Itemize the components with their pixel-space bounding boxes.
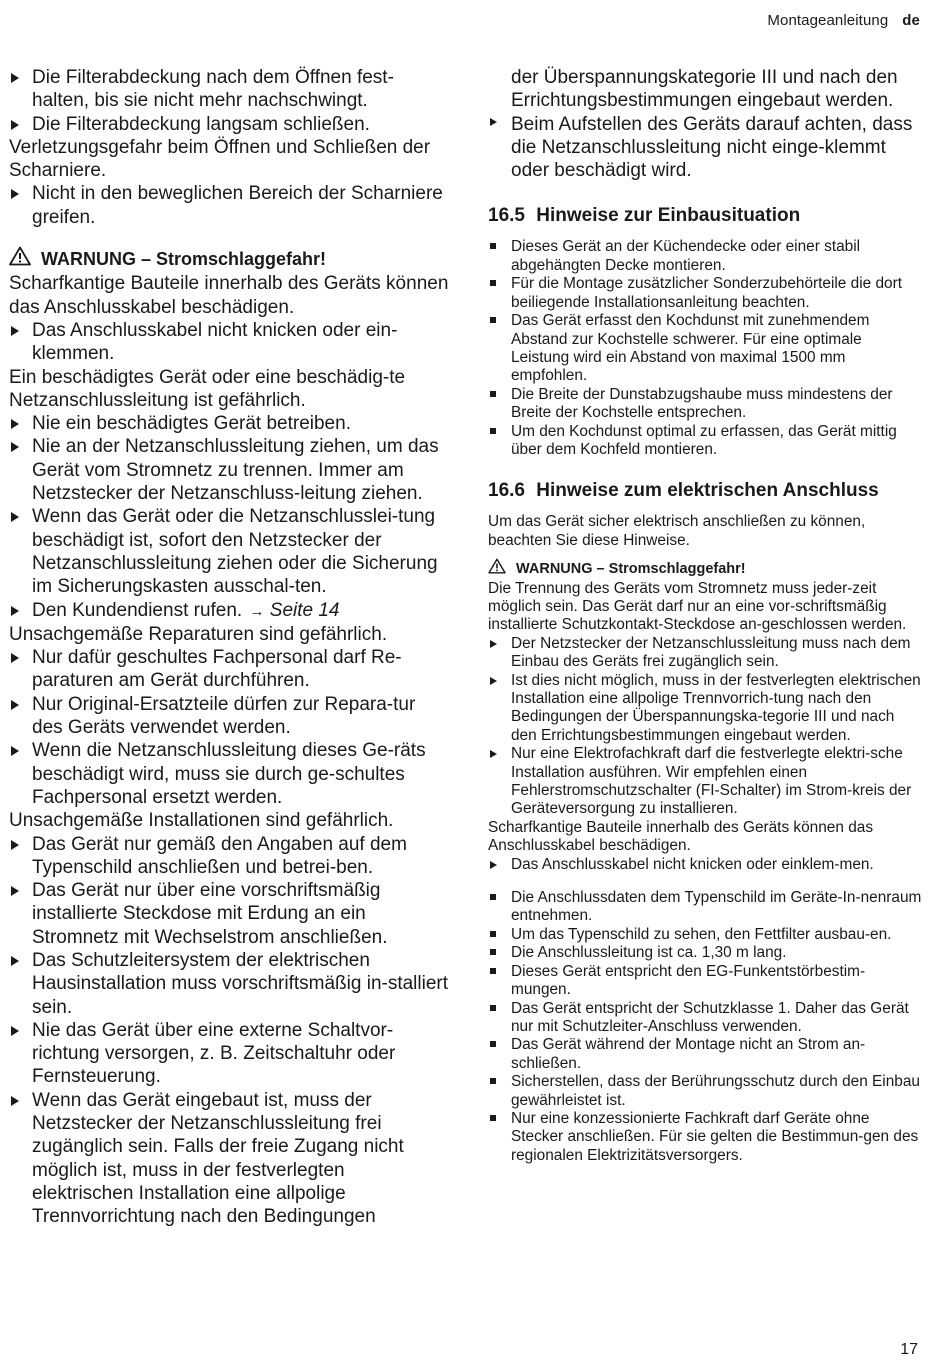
instruction-item: Das Schutzleitersystem der elektrischen Hausinstallation muss vorschriftsmäßig in-stalliert sein.: [9, 949, 449, 1019]
section-heading-16-6: [488, 479, 922, 503]
list-item: Nur eine konzessionierte Fachkraft darf Geräte ohne Stecker anschließen. Für sie gelten die Bestimmun-gen des regionalen Elektrizitätsversorgers.: [488, 1110, 922, 1165]
hazard-text: Scharfkantige Bauteile innerhalb des Geräts können das Anschlusskabel beschädigen.: [9, 273, 449, 318]
warning-heading: [9, 246, 449, 272]
header-language: de: [902, 12, 920, 29]
instruction-item: Nie das Gerät über eine externe Schaltvor-richtung versorgen, z. B. Zeitschaltuhr oder Fernsteuerung.: [9, 1019, 449, 1089]
hazard-text: Verletzungsgefahr beim Öffnen und Schließen der Scharniere.: [9, 136, 431, 182]
warning-triangle-icon: [9, 246, 31, 272]
page-number: 17: [900, 1341, 918, 1358]
warning-label: WARNUNG – Stromschlaggefahr!: [41, 248, 327, 269]
list-item: Die Anschlussdaten dem Typenschild im Geräte-In-nenraum entnehmen.: [488, 889, 922, 926]
right-column: [488, 66, 922, 1165]
left-column: [9, 66, 449, 1229]
list-item: Das Gerät während der Montage nicht an Strom an-schließen.: [488, 1036, 922, 1073]
instruction-item: Beim Aufstellen des Geräts darauf achten, dass die Netzanschlussleitung nicht einge-klemmt oder beschädigt wird.: [488, 113, 922, 183]
section-number: 16.5: [488, 205, 525, 227]
section-title: Hinweise zur Einbausituation: [536, 205, 801, 227]
instruction-item: Nur eine Elektrofachkraft darf die festverlegte elektri-sche Installation ausführen. Wir empfehlen einen Fehlerstromschutzschalter (FI-Schalter) im Strom-kreis der Geräteversorgung zu installieren.: [488, 745, 922, 819]
list-item: Das Gerät erfasst den Kochdunst mit zunehmendem Abstand zur Kochstelle schwerer. Für eine optimale Leistung wird ein Abstand von maximal 1500 mm empfohlen.: [488, 312, 922, 386]
page-reference-arrow-icon: →: [249, 602, 265, 620]
page-reference-link[interactable]: Seite 14: [269, 599, 340, 621]
list-item: Um den Kochdunst optimal zu erfassen, das Gerät mittig über dem Kochfeld montieren.: [488, 423, 922, 460]
section-title: Hinweise zum elektrischen Anschluss: [536, 480, 879, 502]
warning-heading: [488, 558, 922, 579]
instruction-item: Der Netzstecker der Netzanschlussleitung muss nach dem Einbau des Geräts frei zugänglich sein.: [488, 635, 922, 672]
instruction-item: Die Filterabdeckung langsam schließen.: [9, 113, 449, 136]
list-item: Die Breite der Dunstabzugshaube muss mindestens der Breite der Kochstelle entsprechen.: [488, 386, 922, 423]
continued-text: der Überspannungskategorie III und nach den Errichtungsbestimmungen eingebaut werden.: [511, 67, 898, 112]
hazard-text: Ein beschädigtes Gerät oder eine beschädig-te Netzanschlussleitung ist gefährlich.: [9, 366, 406, 411]
hazard-text: Die Trennung des Geräts vom Stromnetz muss jeder-zeit möglich sein. Das Gerät darf nur an eine vor-schriftsmäßig installierte Schutzkontakt-Steckdose an-geschlossen werden.: [488, 579, 907, 634]
warning-label: WARNUNG – Stromschlaggefahr!: [516, 560, 746, 577]
running-header: [767, 12, 920, 29]
instruction-item: Nicht in den beweglichen Bereich der Scharniere greifen.: [9, 182, 449, 229]
instruction-item: Nie ein beschädigtes Gerät betreiben.: [9, 412, 449, 435]
service-text: Den Kundendienst rufen.: [32, 599, 243, 621]
instruction-item: Nie an der Netzanschlussleitung ziehen, um das Gerät vom Stromnetz zu trennen. Immer am Netzstecker der Netzanschluss-leitung ziehen.: [9, 435, 449, 505]
instruction-item: [9, 599, 449, 623]
list-item: Für die Montage zusätzlicher Sonderzubehörteile die dort beiliegende Installationsanleitung beachten.: [488, 275, 922, 312]
instruction-item: Nur Original-Ersatzteile dürfen zur Repara-tur des Geräts verwendet werden.: [9, 693, 449, 740]
list-item: Um das Typenschild zu sehen, den Fettfilter ausbau-en.: [488, 926, 922, 944]
instruction-item: Wenn die Netzanschlussleitung dieses Ge-räts beschädigt wird, muss sie durch ge-schultes Fachpersonal ersetzt werden.: [9, 739, 449, 809]
list-item: Die Anschlussleitung ist ca. 1,30 m lang.: [488, 944, 922, 962]
instruction-item: Wenn das Gerät eingebaut ist, muss der Netzstecker der Netzanschlussleitung frei zugänglich sein. Falls der freie Zugang nicht möglich ist, muss in der festverlegten elektrischen Installation eine allpolige Trennvorrichtung nach den Bedingungen: [9, 1089, 449, 1229]
hazard-text: Unsachgemäße Installationen sind gefährlich.: [9, 810, 394, 832]
hazard-text: Scharfkantige Bauteile innerhalb des Geräts können das Anschlusskabel beschädigen.: [488, 818, 874, 855]
header-doc-title: Montageanleitung: [767, 12, 889, 29]
section-intro: Um das Gerät sicher elektrisch anschließen zu können, beachten Sie diese Hinweise.: [488, 513, 866, 549]
list-item: Sicherstellen, dass der Berührungsschutz durch den Einbau gewährleistet ist.: [488, 1073, 922, 1110]
instruction-item: Das Anschlusskabel nicht knicken oder einklem-men.: [488, 856, 922, 874]
list-item: Dieses Gerät an der Küchendecke oder einer stabil abgehängten Decke montieren.: [488, 238, 922, 275]
instruction-item: Die Filterabdeckung nach dem Öffnen fest-halten, bis sie nicht mehr nachschwingt.: [9, 66, 449, 113]
list-item: Das Gerät entspricht der Schutzklasse 1. Daher das Gerät nur mit Schutzleiter-Anschluss verwenden.: [488, 1000, 922, 1037]
instruction-item: Ist dies nicht möglich, muss in der festverlegten elektrischen Installation eine allpolige Trennvorrich-tung nach den Bedingungen der Überspannungska-tegorie III und nach den Errichtungsbestimmungen eingebaut werden.: [488, 672, 922, 746]
instruction-item: Das Gerät nur über eine vorschriftsmäßig installierte Steckdose mit Erdung an ein Stromnetz mit Wechselstrom anschließen.: [9, 879, 449, 949]
instruction-item: Nur dafür geschultes Fachpersonal darf Re-paraturen am Gerät durchführen.: [9, 646, 449, 693]
instruction-item: Das Gerät nur gemäß den Angaben auf dem Typenschild anschließen und betrei-ben.: [9, 833, 449, 880]
instruction-item: Das Anschlusskabel nicht knicken oder ein-klemmen.: [9, 319, 449, 366]
list-item: Dieses Gerät entspricht den EG-Funkentstörbestim-mungen.: [488, 963, 922, 1000]
hazard-text: Unsachgemäße Reparaturen sind gefährlich.: [9, 623, 388, 645]
instruction-item: Wenn das Gerät oder die Netzanschlusslei-tung beschädigt ist, sofort den Netzstecker der Netzanschlussleitung ziehen oder die Sicherung im Sicherungskasten ausschal-ten.: [9, 505, 449, 598]
section-number: 16.6: [488, 480, 525, 502]
warning-triangle-icon: [488, 558, 506, 579]
section-heading-16-5: [488, 204, 922, 228]
